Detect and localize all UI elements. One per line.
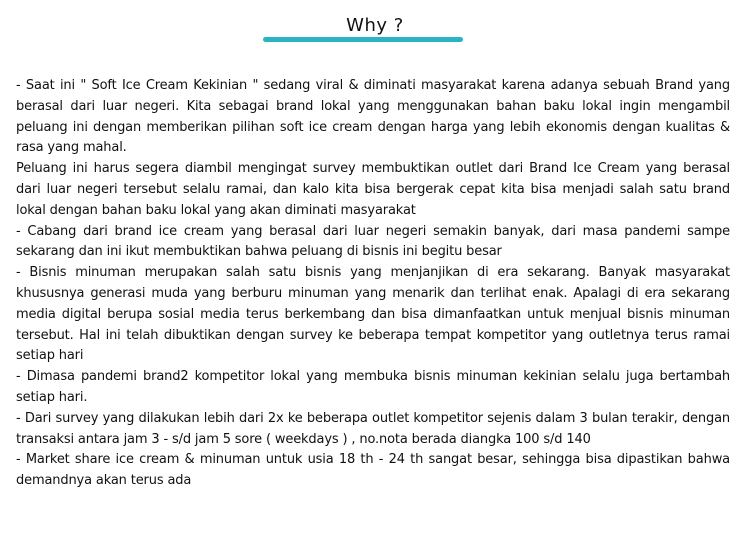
paragraph-survey: - Dari survey yang dilakukan lebih dari 2x ke beberapa outlet kompetitor sejenis dalam 3 bulan terakir, dengan transaksi antara jam 3 - s/d jam 5 sore ( weekdays ) , no.nota berada diangka 100 s/d 140 <box>16 410 730 447</box>
paragraph-branches: - Cabang dari brand ice cream yang berasal dari luar negeri semakin banyak, dari masa pandemi sampe sekarang dan ini ikut membuktikan bahwa peluang di bisnis ini begitu besar <box>16 223 730 260</box>
page-title: Why ? <box>346 15 404 36</box>
title-underline <box>263 37 463 42</box>
body-text <box>16 76 730 492</box>
paragraph-market-share: - Market share ice cream & minuman untuk usia 18 th - 24 th sangat besar, sehingga bisa dipastikan bahwa demandnya akan terus ada <box>16 452 730 489</box>
paragraph-pandemic: - Dimasa pandemi brand2 kompetitor lokal yang membuka bisnis minuman kekinian selalu juga bertambah setiap hari. <box>16 369 730 405</box>
paragraph-intro: - Saat ini " Soft Ice Cream Kekinian " sedang viral & diminati masyarakat karena adanya sebuah Brand yang berasal dari luar negeri. Kita sebagai brand lokal yang menggunakan bahan baku lokal ingin mengambil peluang ini dengan memberikan pilihan soft ice cream dengan harga yang lebih ekonomis dengan kualitas & rasa yang mahal. <box>16 78 730 156</box>
paragraph-drinks-business: - Bisnis minuman merupakan salah satu bisnis yang menjanjikan di era sekarang. Banyak masyarakat khususnya generasi muda yang berburu minuman yang menarik dan terlihat enak. Apalagi di era sekarang media digital berupa sosial media terus berkembang dan bisa dimanfaatkan untuk menjual bisnis minuman tersebut. Hal ini telah dibuktikan dengan survey ke beberapa tempat kompetitor yang outletnya terus ramai setiap hari <box>16 265 730 364</box>
paragraph-opportunity: Peluang ini harus segera diambil mengingat survey membuktikan outlet dari Brand Ice Cream yang berasal dari luar negeri tersebut selalu ramai, dan kalo kita bisa bergerak cepat kita bisa menjadi salah satu brand lokal dengan bahan baku lokal yang akan diminati masyarakat <box>16 161 730 218</box>
